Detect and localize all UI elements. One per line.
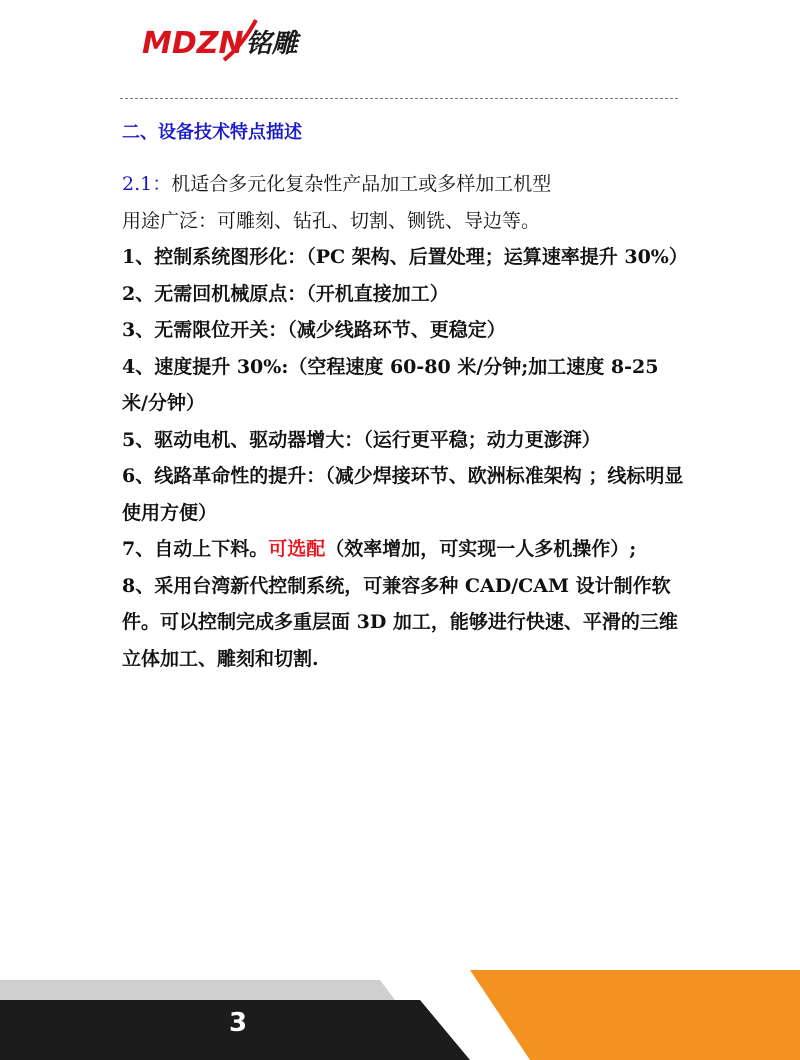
feature-item-3: 3、无需限位开关：（减少线路环节、更稳定） (122, 319, 506, 341)
company-logo (142, 22, 298, 66)
footer-orange-shape (470, 970, 800, 1060)
feature-item-1: 1、控制系统图形化：（PC 架构、后置处理；运算速率提升 30%） (122, 246, 688, 268)
logo-brand: MDZN (142, 26, 244, 61)
feature-item-7 (122, 531, 684, 568)
feature-item-6: 6、线路革命性的提升：（减少焊接环节、欧洲标准架构 ；线标明显使用方便） (122, 465, 684, 524)
page-number: 3 (229, 1008, 248, 1038)
lead-text: 机适合多元化复杂性产品加工或多样加工机型 (171, 173, 552, 195)
logo-chinese-name: 铭雕 (245, 29, 298, 59)
feature-list (122, 166, 688, 677)
feature-item-2: 2、无需回机械原点：（开机直接加工） (122, 282, 449, 305)
feature-item-7-detail: （效率增加，可实现一人多机操作）; (325, 538, 637, 560)
page-footer-band (0, 960, 800, 1060)
feature-item-8: 8、采用台湾新代控制系统，可兼容多种 CAD/CAM 设计制作软件。可以控制完成多重层面 3D 加工，能够进行快速、平滑的三维立体加工、雕刻和切割. (122, 574, 678, 670)
logo-swoosh-icon (220, 16, 260, 68)
lead-number: 2.1： (122, 173, 172, 195)
section-title: 二、设备技术特点描述 (122, 122, 302, 143)
feature-item-4: 4、速度提升 30%:（空程速度 60-80 米/分钟;加工速度 8-25 米/分钟） (122, 355, 659, 414)
feature-item-5: 5、驱动电机、驱动器增大：（运行更平稳；动力更澎湃） (122, 428, 601, 451)
optional-tag: 可选配 (268, 538, 326, 560)
usage-line: 用途广泛：可雕刻、钻孔、切割、铡铣、导边等。 (122, 209, 541, 232)
header-divider (120, 98, 678, 99)
lead-line (122, 166, 684, 203)
feature-item-7-text: 7、自动上下料。 (122, 538, 269, 560)
